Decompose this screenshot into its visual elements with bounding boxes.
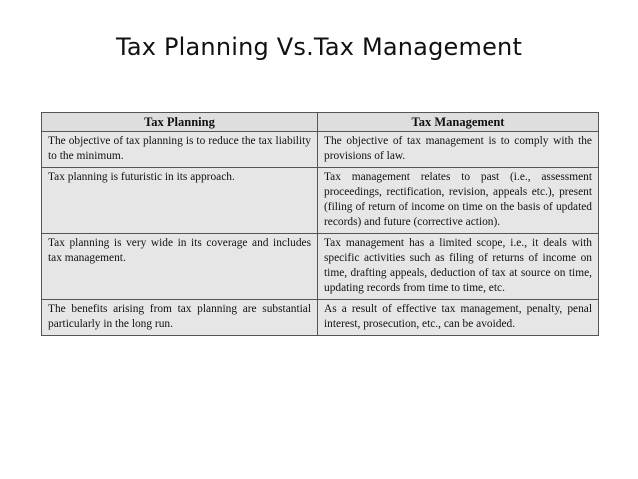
- table-cell-tax-management: Tax management has a limited scope, i.e., it deals with specific activities such as filing of returns of income on time, drafting appeals, deduction of tax at source on time, updating records from time to time, etc.: [318, 234, 599, 300]
- table-header-row: [42, 113, 599, 132]
- table-row: [42, 300, 599, 336]
- slide-title: Tax Planning Vs.Tax Management: [115, 33, 523, 61]
- table-row: [42, 234, 599, 300]
- table-cell-tax-management: As a result of effective tax management, penalty, penal interest, prosecution, etc., can be avoided.: [318, 300, 599, 336]
- table-cell-tax-planning: Tax planning is futuristic in its approach.: [42, 168, 318, 234]
- table-row: [42, 132, 599, 168]
- table-row: [42, 168, 599, 234]
- table-cell-tax-planning: The objective of tax planning is to reduce the tax liability to the minimum.: [42, 132, 318, 168]
- table-cell-tax-planning: The benefits arising from tax planning are substantial particularly in the long run.: [42, 300, 318, 336]
- column-header-tax-management: Tax Management: [318, 113, 599, 132]
- comparison-table: [41, 112, 599, 336]
- column-header-tax-planning: Tax Planning: [42, 113, 318, 132]
- comparison-table-container: [41, 112, 598, 336]
- table-cell-tax-management: Tax management relates to past (i.e., assessment proceedings, rectification, revision, appeals etc.), present (filing of return of income on time on the basis of updated records) and future (corrective action).: [318, 168, 599, 234]
- table-cell-tax-management: The objective of tax management is to comply with the provisions of law.: [318, 132, 599, 168]
- table-cell-tax-planning: Tax planning is very wide in its coverage and includes tax management.: [42, 234, 318, 300]
